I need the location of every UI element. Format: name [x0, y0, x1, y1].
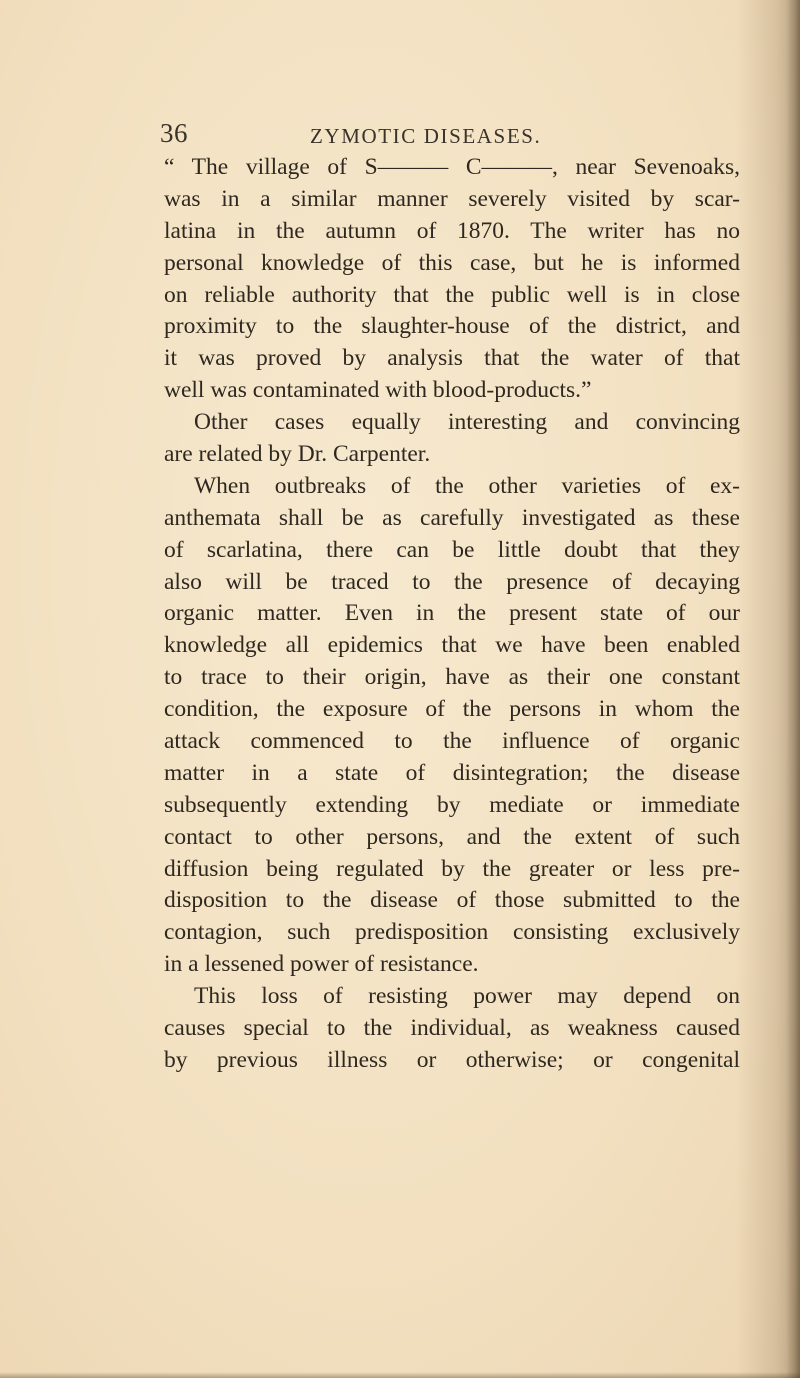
text-line: attack commenced to the influence of organic: [164, 728, 740, 755]
text-line: latina in the autumn of 1870. The writer has no: [164, 217, 740, 244]
text-line: by previous illness or otherwise; or congenital: [164, 1046, 740, 1073]
text-line: subsequently extending by mediate or immediate: [164, 791, 740, 818]
page-bottom-edge: [0, 1372, 800, 1378]
text-line: anthemata shall be as carefully investigated as these: [164, 504, 740, 531]
text-line: contact to other persons, and the extent of such: [164, 823, 740, 850]
text-line: in a lessened power of resistance.: [164, 951, 479, 978]
text-line: to trace to their origin, have as their one constant: [164, 664, 740, 691]
running-head: ZYMOTIC DISEASES.: [310, 124, 542, 148]
text-line: contagion, such predisposition consisting exclusively: [164, 919, 740, 946]
paragraph-other-cases: [164, 407, 740, 471]
text-line: condition, the exposure of the persons in whom the: [164, 696, 740, 723]
text-line: causes special to the individual, as weakness caused: [164, 1015, 740, 1042]
text-line: on reliable authority that the public well is in close: [164, 281, 740, 308]
text-line: This loss of resisting power may depend on: [194, 983, 740, 1010]
text-line: of scarlatina, there can be little doubt that they: [164, 536, 740, 563]
text-line: matter in a state of disintegration; the disease: [164, 759, 740, 786]
text-line: well was contaminated with blood-products.”: [164, 377, 592, 404]
page-edge-shadow: [786, 0, 800, 1378]
text-line: “ The village of S——— C———, near Sevenoaks,: [164, 154, 740, 180]
text-line: it was proved by analysis that the water of that: [164, 345, 740, 372]
text-line: was in a similar manner severely visited by scar-: [164, 185, 740, 212]
page-number: 36: [160, 118, 188, 148]
paragraph-quotation: [164, 152, 740, 407]
paragraph-outbreaks: [164, 471, 740, 981]
text-line: disposition to the disease of those submitted to the: [164, 887, 740, 914]
body-text: [164, 152, 740, 1077]
text-line: are related by Dr. Carpenter.: [164, 441, 431, 468]
text-line: personal knowledge of this case, but he is informed: [164, 249, 740, 276]
text-line: diffusion being regulated by the greater or less pre-: [164, 855, 740, 882]
text-line: knowledge all epidemics that we have been enabled: [164, 632, 740, 659]
text-line: Other cases equally interesting and convincing: [194, 409, 740, 436]
text-line: When outbreaks of the other varieties of ex-: [194, 472, 740, 499]
paragraph-resisting-power: [164, 981, 740, 1077]
text-line: also will be traced to the presence of decaying: [164, 568, 740, 595]
text-line: organic matter. Even in the present state of our: [164, 600, 740, 627]
text-line: proximity to the slaughter-house of the district, and: [164, 313, 740, 340]
